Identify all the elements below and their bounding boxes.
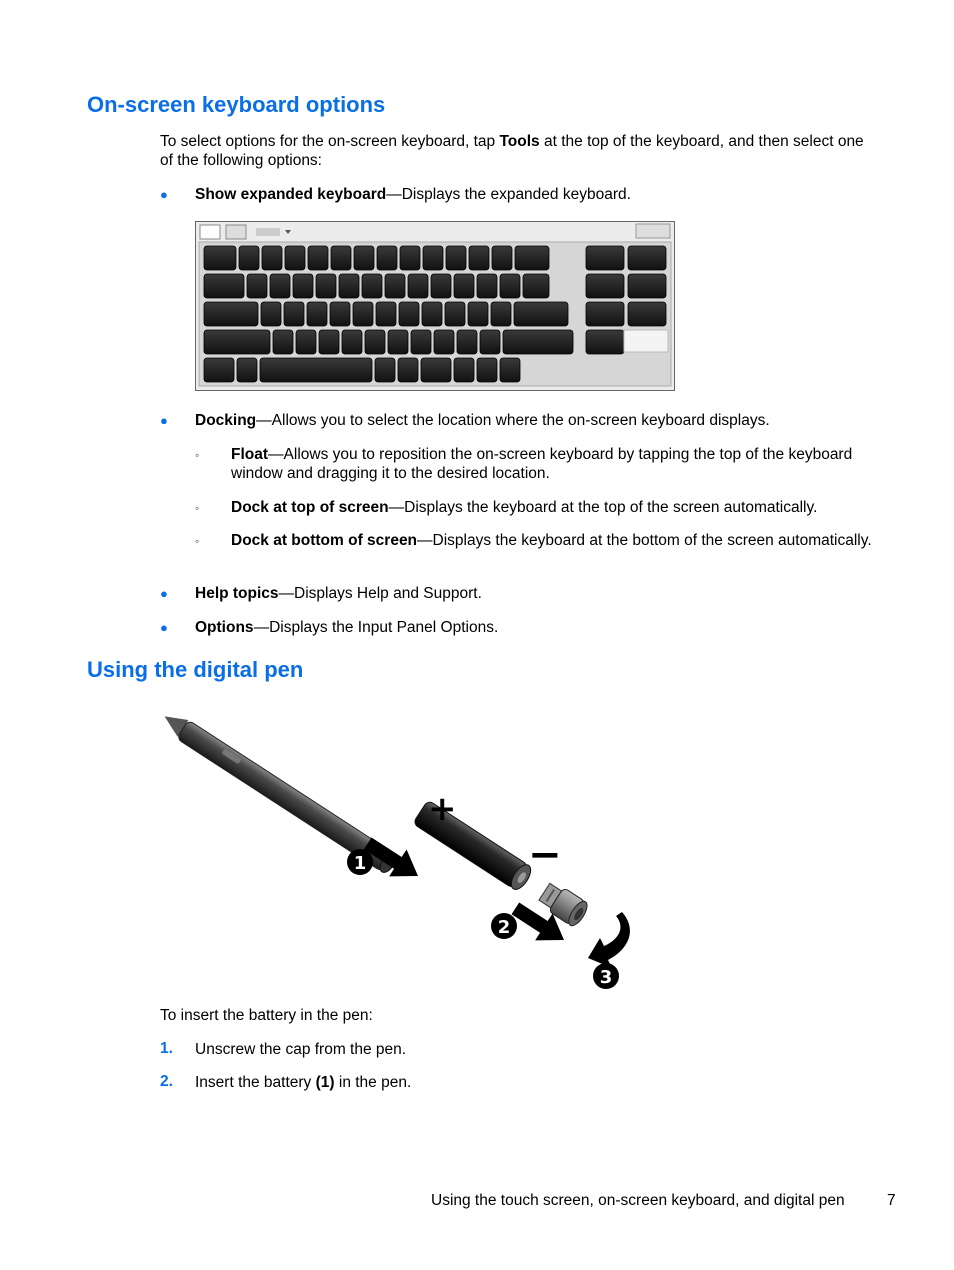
keyboard-key — [477, 358, 497, 382]
keyboard-key — [586, 302, 624, 326]
sub-bullet: ◦ — [195, 501, 200, 515]
keyboard-key — [285, 246, 305, 270]
keyboard-key — [457, 330, 477, 354]
step-number: 1. — [160, 1040, 173, 1057]
step-1: Unscrew the cap from the pen. — [195, 1041, 407, 1058]
arrow-3-icon — [588, 912, 630, 968]
keyboard-key — [319, 330, 339, 354]
keyboard-key — [586, 246, 624, 270]
keyboard-key — [237, 358, 257, 382]
keyboard-key — [408, 274, 428, 298]
bullet: ● — [160, 187, 168, 202]
keyboard-key — [500, 274, 520, 298]
keyboard-key — [523, 274, 549, 298]
keyboard-key — [421, 358, 451, 382]
svg-text:1: 1 — [353, 853, 367, 874]
battery-intro: To insert the battery in the pen: — [160, 1007, 373, 1024]
keyboard-illustration — [196, 222, 674, 390]
keyboard-key — [423, 246, 443, 270]
callout-1 — [347, 849, 373, 875]
keyboard-key — [204, 358, 234, 382]
svg-text:2: 2 — [497, 917, 511, 938]
keyboard-key — [293, 274, 313, 298]
minus-sign: − — [528, 832, 562, 878]
keyboard-key — [375, 358, 395, 382]
list-item-dock-top: Dock at top of screen—Displays the keyboard at the top of the screen automatically. — [231, 499, 818, 516]
keyboard-key — [515, 246, 549, 270]
on-screen-keyboard-figure — [195, 221, 675, 391]
keyboard-key — [270, 274, 290, 298]
keyboard-options-intro: To select options for the on-screen keyboard, tap Tools at the top of the keyboard, and then select one of the following options: — [160, 133, 864, 169]
page-number: 7 — [887, 1192, 896, 1209]
keyboard-key — [434, 330, 454, 354]
keyboard-key — [307, 302, 327, 326]
keyboard-key — [514, 302, 568, 326]
callout-2 — [491, 913, 517, 939]
keyboard-key — [339, 274, 359, 298]
keyboard-key — [431, 274, 451, 298]
bullet: ● — [160, 413, 168, 428]
keyboard-key — [586, 274, 624, 298]
keyboard-key — [377, 246, 397, 270]
keyboard-key — [388, 330, 408, 354]
keyboard-key — [247, 274, 267, 298]
keyboard-key — [354, 246, 374, 270]
keyboard-key — [422, 302, 442, 326]
list-item-help-topics: Help topics—Displays Help and Support. — [195, 585, 482, 602]
step-2: Insert the battery (1) in the pen. — [195, 1074, 412, 1091]
callout-3 — [593, 963, 619, 989]
list-item-float: Float—Allows you to reposition the on-screen keyboard by tapping the top of the keyboard window and dragging it to the desired location. — [231, 446, 853, 482]
keyboard-key — [445, 302, 465, 326]
keyboard-key — [469, 246, 489, 270]
keyboard-key — [308, 246, 328, 270]
sub-bullet: ◦ — [195, 448, 200, 462]
keyboard-key — [411, 330, 431, 354]
bullet: ● — [160, 620, 168, 635]
keyboard-key — [454, 358, 474, 382]
bullet: ● — [160, 586, 168, 601]
keyboard-key — [503, 330, 573, 354]
keyboard-key — [365, 330, 385, 354]
keyboard-key — [491, 302, 511, 326]
keyboard-key — [446, 246, 466, 270]
keyboard-key — [296, 330, 316, 354]
section-heading-digital-pen: Using the digital pen — [87, 657, 304, 682]
keyboard-key — [376, 302, 396, 326]
keyboard-key — [204, 330, 270, 354]
keyboard-key — [260, 358, 372, 382]
keyboard-key — [628, 246, 666, 270]
keyboard-key — [586, 330, 624, 354]
keyboard-key — [628, 302, 666, 326]
keyboard-key — [492, 246, 512, 270]
plus-sign: + — [428, 789, 457, 829]
digital-pen-figure — [160, 700, 650, 995]
keyboard-key — [353, 302, 373, 326]
keyboard-key — [400, 246, 420, 270]
keyboard-key — [468, 302, 488, 326]
keyboard-key — [628, 274, 666, 298]
keyboard-key — [261, 302, 281, 326]
keyboard-key — [262, 246, 282, 270]
keyboard-key — [273, 330, 293, 354]
keyboard-key — [477, 274, 497, 298]
keyboard-key — [284, 302, 304, 326]
keyboard-key — [330, 302, 350, 326]
keyboard-key — [480, 330, 500, 354]
list-item-options: Options—Displays the Input Panel Options. — [195, 619, 499, 636]
keyboard-key — [500, 358, 520, 382]
footer-title: Using the touch screen, on-screen keyboard, and digital pen — [431, 1192, 845, 1209]
step-number: 2. — [160, 1073, 173, 1090]
keyboard-key — [399, 302, 419, 326]
list-item-show-expanded-keyboard: Show expanded keyboard—Displays the expanded keyboard. — [195, 186, 631, 203]
keyboard-key — [331, 246, 351, 270]
keyboard-key — [239, 246, 259, 270]
keyboard-key — [342, 330, 362, 354]
keyboard-key — [398, 358, 418, 382]
list-item-docking: Docking—Allows you to select the location where the on-screen keyboard displays. — [195, 412, 770, 429]
keyboard-key — [454, 274, 474, 298]
keyboard-key — [204, 302, 258, 326]
keyboard-key — [385, 274, 405, 298]
keyboard-key — [204, 246, 236, 270]
section-heading-keyboard-options: On-screen keyboard options — [87, 92, 386, 117]
keyboard-key — [362, 274, 382, 298]
svg-text:3: 3 — [599, 967, 613, 988]
keyboard-key — [204, 274, 244, 298]
keyboard-key — [316, 274, 336, 298]
sub-bullet: ◦ — [195, 534, 200, 548]
list-item-dock-bottom: Dock at bottom of screen—Displays the keyboard at the bottom of the screen automatically. — [231, 532, 872, 549]
